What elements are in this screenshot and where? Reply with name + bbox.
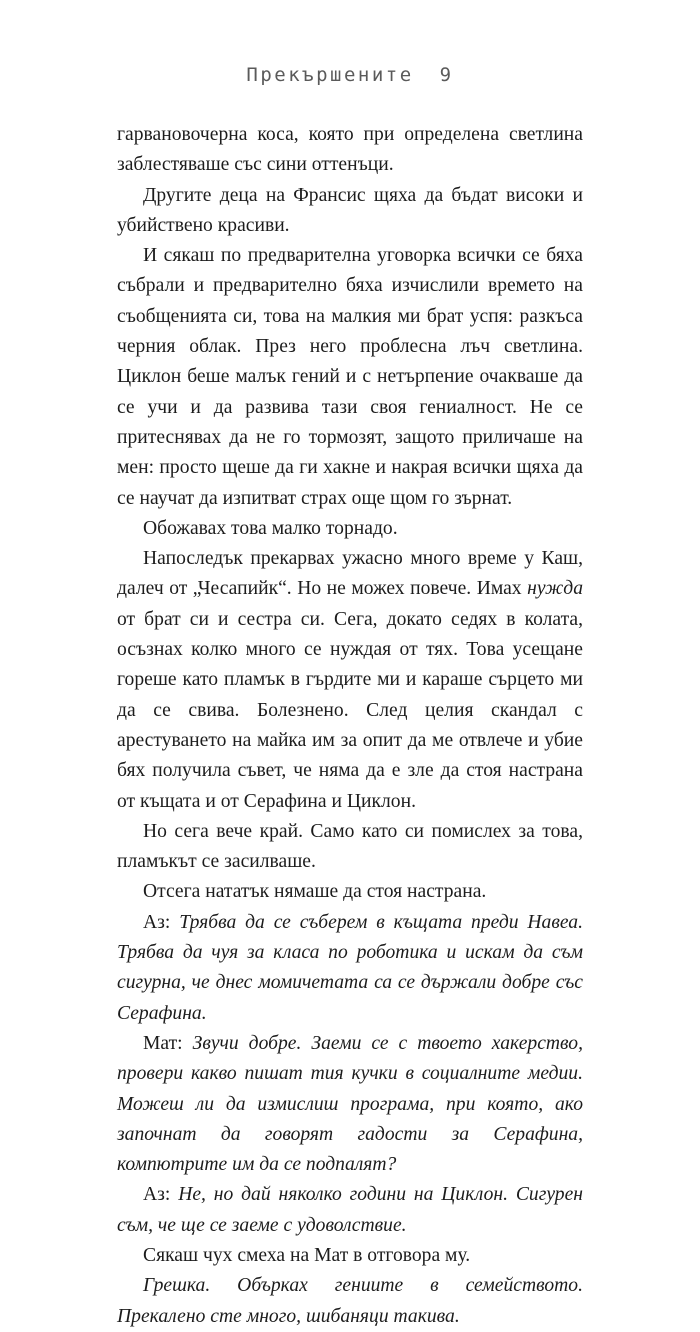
paragraph — [117, 1029, 583, 1180]
text-run: Но сега вече край. Само като си помислех за това, пламъкът се засилваше. — [117, 820, 583, 873]
italic-text: Не, но дай няколко години на Циклон. Сигурен съм, че ще се заеме с удоволствие. — [117, 1184, 583, 1236]
text-run: Мат: — [143, 1032, 193, 1054]
running-head — [0, 64, 700, 86]
text-run: гарвановочерна коса, която при определена светлина заблестяваше със сини оттенъци. — [117, 124, 583, 176]
paragraph — [117, 1180, 583, 1241]
paragraph — [117, 120, 583, 181]
paragraph — [117, 181, 583, 242]
paragraph — [117, 241, 583, 514]
text-run: Другите деца на Франсис щяха да бъдат високи и убийствено красиви. — [117, 184, 583, 236]
paragraph — [117, 1271, 583, 1332]
italic-text: Звучи добре. Заеми се с твоето хакерство, провери какво пишат тия кучки в социалните медии. Можеш ли да измислиш програма, при която, ако започнат да говорят гадости за Серафина, компютрите им да се подпалят? — [117, 1032, 583, 1176]
page-number: 9 — [439, 64, 454, 86]
italic-text: Трябва да се съберем в къщата преди Навеа. Трябва да чуя за класа по роботика и искам да съм сигурна, че днес момичетата са се държали добре със Серафина. — [117, 911, 583, 1024]
paragraph — [117, 817, 583, 878]
body-text — [117, 120, 583, 1332]
paragraph — [117, 908, 583, 1029]
paragraph — [117, 877, 583, 907]
text-run: Напоследък прекарвах ужасно много време у Каш, далеч от „Чесапийк“. Но не можех повече. Имах — [117, 548, 583, 600]
text-run: Аз: — [143, 1184, 179, 1206]
text-run: И сякаш по предварителна уговорка всички се бяха събрали и предварително бяха изчислили времето на съобщенията си, това на малкия ми брат успя: разкъса черния облак. През него проблесна лъч светлина. Циклон беше малък гений и с нетърпение очакваше да се учи и да развива тази своя гениалност. Не се притеснявах да не го тормозят, защото приличаше на мен: просто щеше да ги хакне и накрая всички щяха да се научат да изпитват страх още щом го зърнат. — [117, 245, 583, 509]
text-run: Отсега нататък нямаше да стоя настрана. — [143, 881, 487, 903]
italic-text: Грешка. Обърках гениите в семейството. Прекалено сте много, шибаняци такива. — [117, 1275, 583, 1327]
text-run: Аз: — [143, 911, 180, 933]
paragraph — [117, 1241, 583, 1271]
text-run: от брат си и сестра си. Сега, докато седях в колата, осъзнах колко много се нуждая от тях. Това усещане гореше като пламък в гърдите ми и караше сърцето ми да се свива. Болезнено. След целия скандал с арестуването на майка им за опит да ме отвлече и убие бях получила съвет, че няма да е зле да стоя настрана от къщата и от Серафина и Циклон. — [117, 608, 583, 812]
paragraph — [117, 514, 583, 544]
text-run: Сякаш чух смеха на Мат в отговора му. — [143, 1244, 471, 1266]
text-run: Обожавах това малко торнадо. — [143, 517, 398, 539]
paragraph — [117, 544, 583, 817]
italic-text: нужда — [527, 578, 583, 600]
book-title: Прекършените — [246, 64, 414, 86]
